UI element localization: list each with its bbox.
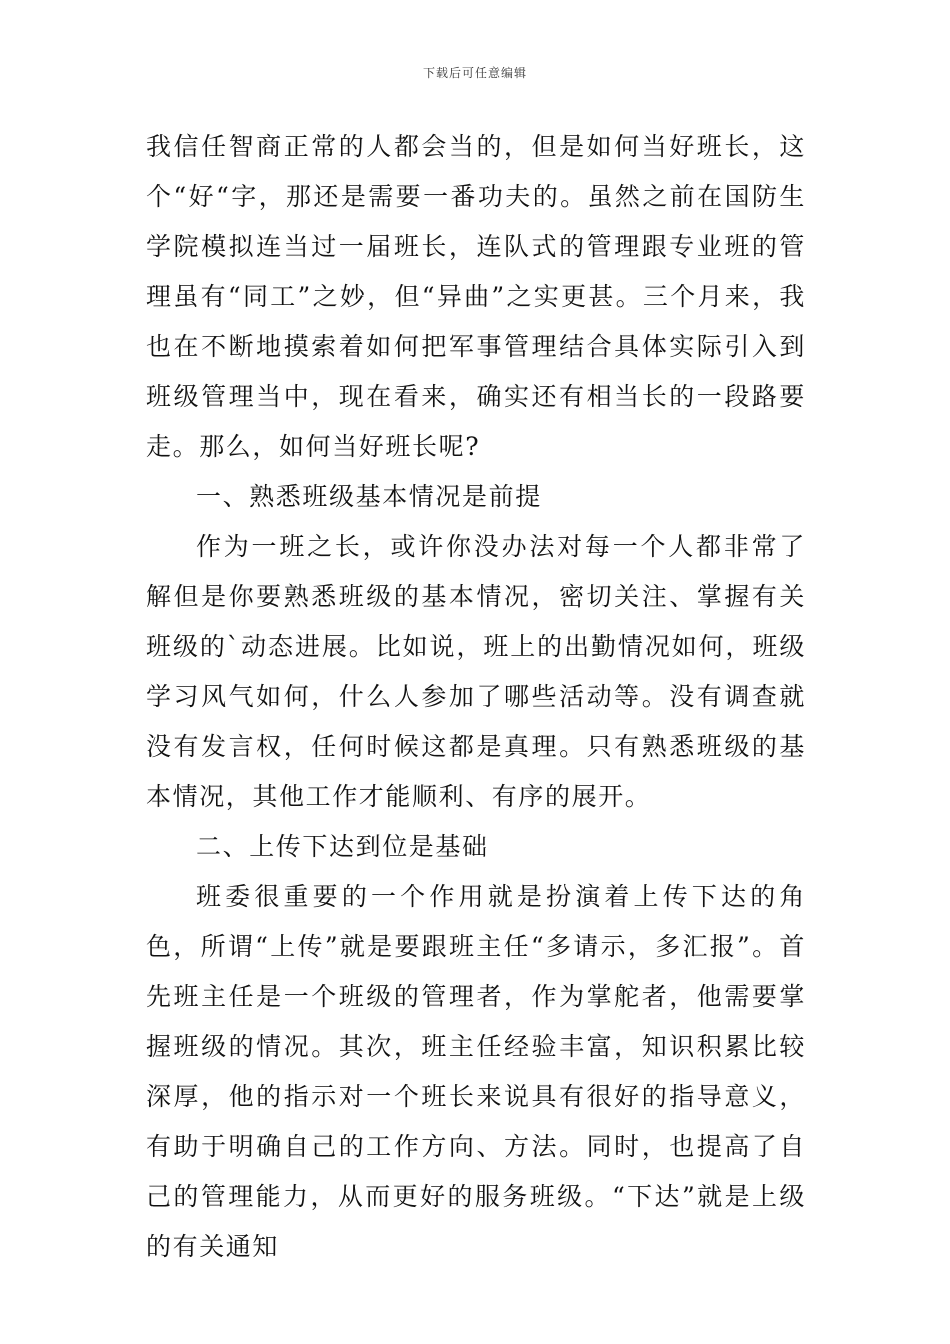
paragraph-section-1: 作为一班之长，或许你没办法对每一个人都非常了解但是你要熟悉班级的基本情况，密切关注、掌握有关班级的`动态进展。比如说，班上的出勤情况如何，班级学习风气如何，什么人参加了哪些活动等。没有调查就没有发言权，任何时候这都是真理。只有熟悉班级的基本情况，其他工作才能顺利、有序的展开。	[146, 532, 806, 811]
section-heading-1: 一、熟悉班级基本情况是前提	[196, 482, 542, 511]
paragraph-section-2: 班委很重要的一个作用就是扮演着上传下达的角色，所谓“上传”就是要跟班主任“多请示，多汇报”。首先班主任是一个班级的管理者，作为掌舵者，他需要掌握班级的情况。其次，班主任经验丰富，知识积累比较深厚，他的指示对一个班长来说具有很好的指导意义，有助于明确自己的工作方向、方法。同时，也提高了自己的管理能力，从而更好的服务班级。“下达”就是上级的有关通知	[146, 882, 806, 1261]
document-body	[146, 122, 806, 1272]
section-heading-2: 二、上传下达到位是基础	[196, 832, 489, 861]
header-note: 下载后可任意编辑	[422, 66, 527, 80]
paragraph-intro: 我信任智商正常的人都会当的，但是如何当好班长，这个“好“字，那还是需要一番功夫的。虽然之前在国防生学院模拟连当过一届班长，连队式的管理跟专业班的管理虽有“同工”之妙，但“异曲”之实更甚。三个月来，我也在不断地摸索着如何把军事管理结合具体实际引入到班级管理当中，现在看来，确实还有相当长的一段路要走。那么，如何当好班长呢?	[146, 132, 806, 461]
